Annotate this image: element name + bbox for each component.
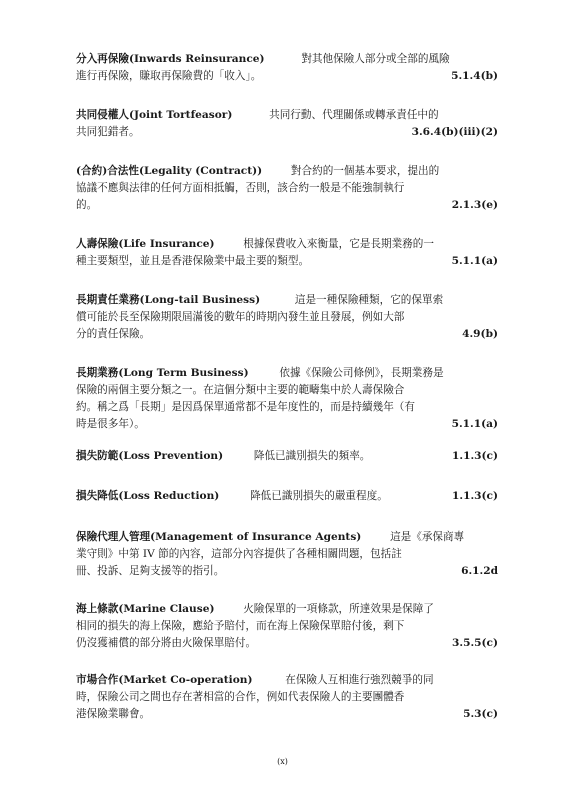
- definition-text: 這是一種保險種類，它的保單索: [294, 294, 444, 306]
- entry-line: [76, 546, 498, 563]
- section-reference: 5.1.4(b): [451, 70, 498, 82]
- page-number: (x): [277, 757, 288, 766]
- entry-line: [76, 689, 498, 706]
- entry-line: [76, 399, 498, 416]
- section-reference: 5.3(c): [463, 708, 498, 720]
- entry-first-line: [76, 601, 498, 618]
- entry-first-line: [76, 51, 498, 68]
- section-reference: 5.1.1(a): [451, 418, 498, 430]
- definition-text: 進行再保險，賺取再保險費的「收入」。: [76, 70, 262, 82]
- section-reference: 1.1.3(c): [452, 490, 498, 502]
- entry-line: [76, 635, 498, 652]
- entry-line: [76, 706, 498, 723]
- glossary-entry: [76, 672, 498, 723]
- entry-line: [76, 416, 498, 433]
- section-reference: 3.5.5(c): [452, 637, 498, 649]
- definition-text: 冊、投訴、足夠支援等的指引。: [76, 565, 225, 577]
- section-reference: 6.1.2d: [461, 565, 498, 577]
- definition-text: 保險的兩個主要分類之一。在這個分類中主要的範疇集中於人壽保險合: [76, 384, 405, 396]
- definition-text: 共同行動、代理關係或轉承責任中的: [269, 109, 439, 121]
- glossary-term: 海上條款(Marine Clause): [76, 603, 215, 615]
- glossary-term: 長期責任業務(Long-tail Business): [76, 294, 261, 306]
- definition-text: 根據保費收入來衡量，它是長期業務的一: [243, 238, 434, 250]
- definition-text: 在保險人互相進行強烈競爭的同: [285, 674, 434, 686]
- definition-text: 這是《承保商專: [390, 531, 465, 543]
- glossary-term: 分入再保險(Inwards Reinsurance): [76, 53, 265, 65]
- entry-line: [76, 618, 498, 635]
- section-reference: 3.6.4(b)(iii)(2): [411, 126, 498, 138]
- glossary-entry: [76, 51, 498, 85]
- definition-text: 降低已識別損失的頻率。: [253, 450, 371, 462]
- glossary-entry: [76, 365, 498, 433]
- definition-text: 降低已識別損失的嚴重程度。: [250, 490, 388, 502]
- entry-first-line: [76, 488, 498, 505]
- entry-line: [76, 309, 498, 326]
- glossary-term: 人壽保險(Life Insurance): [76, 238, 215, 250]
- entry-first-line: [76, 163, 498, 180]
- definition-text: 對合約的一個基本要求，提出的: [290, 165, 440, 177]
- definition-text: 仍沒獲補償的部分將由火險保單賠付。: [76, 637, 257, 649]
- glossary-entry: [76, 236, 498, 270]
- entry-line: [76, 124, 498, 141]
- definition-text: 相同的損失的海上保險，應給予賠付，而在海上保險保單賠付後，剩下: [76, 620, 405, 632]
- section-reference: 5.1.1(a): [451, 255, 498, 267]
- glossary-entry: [76, 448, 498, 465]
- glossary-entry: [76, 601, 498, 652]
- entry-first-line: [76, 365, 498, 382]
- definition-text: 業守則》中第 IV 節的內容，這部分內容提供了各種相關問題，包括註: [76, 548, 402, 560]
- entry-line: [76, 68, 498, 85]
- definition-text: 對其他保險人部分或全部的風險: [301, 53, 450, 65]
- definition-text: 種主要類型，並且是香港保險業中最主要的類型。: [76, 255, 310, 267]
- definition-text: 分的責任保險。: [76, 328, 151, 340]
- glossary-term: 長期業務(Long Term Business): [76, 367, 249, 379]
- section-reference: 2.1.3(e): [451, 199, 498, 211]
- definition-text: 共同犯錯者。: [76, 126, 140, 138]
- definition-text: 的。: [76, 199, 98, 211]
- glossary-term: 保險代理人管理(Management of Insurance Agents): [76, 531, 362, 543]
- definition-text: 協議不應與法律的任何方面相抵觸，否則，該合約一般是不能強制執行: [76, 182, 405, 194]
- glossary-term: 市場合作(Market Co-operation): [76, 674, 253, 686]
- entry-first-line: [76, 672, 498, 689]
- glossary-entry: [76, 107, 498, 141]
- glossary-entry: [76, 292, 498, 343]
- entry-line: [76, 382, 498, 399]
- glossary-entry: [76, 529, 498, 580]
- definition-text: 火險保單的一項條款，所達效果是保障了: [243, 603, 434, 615]
- entry-first-line: [76, 292, 498, 309]
- entry-line: [76, 563, 498, 580]
- definition-text: 償可能於長至保險期限屆滿後的數年的時期內發生並且發展，例如大部: [76, 311, 405, 323]
- glossary-term: 損失防範(Loss Prevention): [76, 450, 224, 462]
- glossary-term: (合約)合法性(Legality (Contract)): [76, 165, 263, 177]
- definition-text: 約。稱之爲「長期」是因爲保單通常都不是年度性的，而是持續幾年（有: [76, 401, 415, 413]
- entry-first-line: [76, 448, 498, 465]
- entry-line: [76, 326, 498, 343]
- definition-text: 時是很多年）。: [76, 418, 145, 430]
- glossary-term: 損失降低(Loss Reduction): [76, 490, 220, 502]
- definition-text: 時，保險公司之間也存在著相當的合作，例如代表保險人的主要團體香: [76, 691, 405, 703]
- entry-line: [76, 253, 498, 270]
- glossary-entry: [76, 163, 498, 214]
- entry-first-line: [76, 529, 498, 546]
- entry-first-line: [76, 107, 498, 124]
- section-reference: 4.9(b): [462, 328, 498, 340]
- entry-first-line: [76, 236, 498, 253]
- entry-line: [76, 180, 498, 197]
- glossary-entry: [76, 488, 498, 505]
- definition-text: 港保險業聯會。: [76, 708, 151, 720]
- definition-text: 依據《保險公司條例》，長期業務是: [279, 367, 444, 379]
- entry-line: [76, 197, 498, 214]
- section-reference: 1.1.3(c): [452, 450, 498, 462]
- glossary-term: 共同侵權人(Joint Tortfeasor): [76, 109, 233, 121]
